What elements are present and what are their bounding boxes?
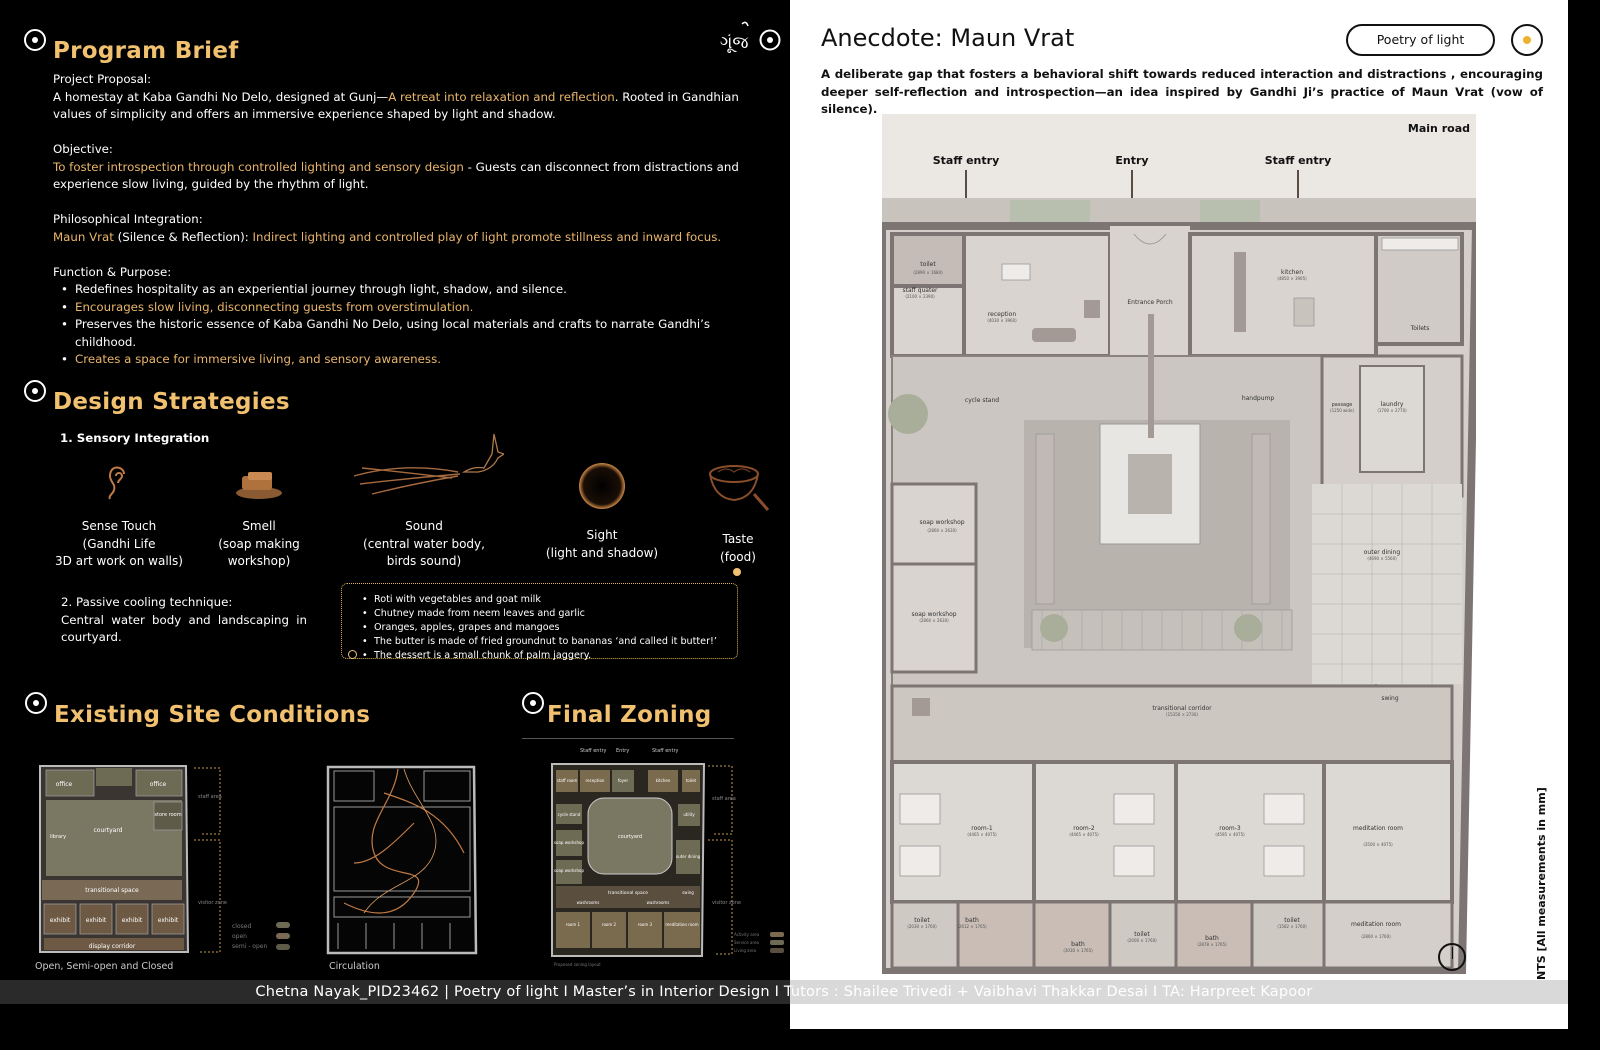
zone-label: meditation room (665, 922, 699, 927)
room-dim: (4690 × 5560) (1367, 556, 1397, 561)
philosophy-gold-1: Maun Vrat (53, 229, 114, 244)
plan-label: office (55, 781, 73, 788)
final-zoning-heading: Final Zoning (547, 702, 712, 728)
proposal-text-gold: A retreat into relaxation and reflection (388, 89, 615, 104)
soap-icon (234, 468, 284, 506)
plan-label: display corridor (88, 943, 136, 950)
plan-label: office (149, 781, 167, 788)
ear-icon (104, 460, 132, 506)
plan-label: store room (154, 812, 182, 818)
poetry-of-light-button[interactable]: Poetry of light (1346, 24, 1495, 56)
room-label: room-2 (1073, 825, 1095, 832)
taste-item: • Roti with vegetables and goat milk (360, 593, 717, 607)
sense-line: birds sound) (386, 554, 462, 568)
room-dim: (2860 × 2630) (919, 618, 949, 623)
function-bullet: • Preserves the historic essence of Kaba Gandhi No Delo, using local materials and crafts to narrate Gandhi’s childhood. (53, 316, 765, 351)
plan-legend (232, 922, 267, 952)
room-label: bath (1071, 941, 1085, 948)
caption-open-closed: Open, Semi-open and Closed (35, 961, 174, 972)
nts-note: NTS [All measurements in mm] (1535, 787, 1548, 980)
room-dim: (4465 × 4075) (967, 832, 997, 837)
room-label: room-3 (1219, 825, 1241, 832)
taste-item: • The dessert is a small chunk of palm jaggery. (360, 649, 717, 663)
section-marker-icon (24, 380, 46, 402)
zone-label: washrooms (646, 900, 670, 905)
proposal-label: Project Proposal: (53, 72, 152, 86)
objective-rest: - Guests can disconnect from distractions and experience slow living, guided by the rhythm of light. (53, 159, 739, 191)
sense-line: Sight (586, 528, 618, 542)
legend-item: semi - open (232, 943, 268, 950)
connector-dot (348, 650, 357, 659)
legend-item: Living area (734, 948, 757, 953)
room-dim: (2860 × 2630) (927, 528, 957, 533)
sense-smell (204, 518, 314, 571)
room-label: passage (1331, 402, 1353, 408)
function-bullet: • Encourages slow living, disconnecting guests from overstimulation. (53, 299, 765, 317)
zoning-caption: Proposed zoning layout (554, 962, 601, 967)
zone-label: courtyard (617, 834, 643, 840)
sense-sight (532, 527, 672, 562)
plan-label: courtyard (93, 827, 123, 834)
legend-item: Activity area (734, 932, 760, 937)
sense-line: (soap making (218, 536, 300, 551)
zone-label: room 2 (601, 922, 617, 927)
room-label: toilet (914, 917, 930, 924)
plan-label: exhibit (85, 917, 107, 924)
room-label: Entrance Porch (1127, 299, 1173, 306)
section-marker-icon (522, 692, 544, 714)
plan-label: transitional space (85, 887, 139, 894)
sense-touch (44, 518, 194, 571)
entry-label: Entry (1115, 154, 1149, 167)
room-dim: (3030 × 1765) (1063, 948, 1093, 953)
room-label: toilet (1284, 917, 1300, 924)
room-dim: (15350 × 2730) (1166, 712, 1198, 717)
room-label: soap workshop (919, 519, 965, 526)
side-label: visitor zone (712, 900, 741, 906)
function-label: Function & Purpose: (53, 264, 172, 279)
zone-label: toilet (685, 778, 697, 783)
zone-label: utility (683, 812, 695, 817)
zone-label: room 1 (565, 922, 581, 927)
existing-plan-circulation (324, 763, 484, 963)
passive-cooling (61, 594, 307, 647)
section-marker-icon (24, 29, 46, 51)
room-label: meditation room (1353, 825, 1403, 832)
sense-line: Sense Touch (81, 519, 157, 533)
zone-label: foyer (617, 778, 629, 783)
side-label: staff area (712, 796, 736, 802)
legend-swatch (276, 933, 290, 939)
room-dim: (2890 × 1684) (913, 270, 943, 275)
entry-label: Staff entry (932, 154, 1000, 167)
light-toggle-icon[interactable] (1511, 24, 1543, 56)
zone-label: room 3 (637, 922, 653, 927)
side-label: visitor zone (198, 900, 227, 906)
room-dim: (4595 × 4075) (1215, 832, 1245, 837)
entry-label: Staff entry (1264, 154, 1332, 167)
zone-label: staff room (556, 778, 578, 783)
sense-line: 3D art work on walls) (55, 554, 183, 568)
floor-plan (882, 114, 1476, 978)
philosophy-gold-2: Indirect lighting and controlled play of light promote stillness and inward focus. (252, 229, 722, 244)
sense-line: workshop) (227, 554, 291, 568)
room-label: toilet (920, 261, 936, 268)
legend-item: open (232, 933, 247, 940)
room-label: handpump (1241, 395, 1275, 402)
room-label: swing (1381, 695, 1399, 702)
room-label: transitional corridor (1152, 705, 1212, 712)
sun-orb-icon (578, 462, 626, 514)
proposal-text-2: . Rooted in Gandhian values of simplicity and offers an immersive experience shaped by light and shadow. (53, 89, 739, 121)
room-label: Toilets (1410, 325, 1430, 332)
plan-label: exhibit (157, 917, 179, 924)
sense-line: (central water body, (363, 536, 485, 551)
footer-credits: Chetna Nayak_PID23462 | Poetry of light I Master’s in Interior Design I Tutors : Shailee Trivedi + Vaibhavi Thakkar Desai I TA: Harpreet Kapoor (255, 984, 1313, 1000)
sense-sound (354, 518, 494, 571)
room-label: reception (987, 311, 1017, 318)
passive-cooling-text: Central water body and landscaping in courtyard. (61, 612, 307, 644)
room-dim: (4030 × 3960) (987, 318, 1017, 323)
proposal-text-1: A homestay at Kaba Gandhi No Delo, designed at Gunj— (53, 89, 389, 104)
taste-item: • The butter is made of fried groundnut to bananas ‘and called it butter!’ (360, 635, 717, 649)
zone-label: transitional space (607, 891, 649, 896)
objective-label: Objective: (53, 142, 113, 156)
sense-taste (708, 531, 768, 566)
food-bowl-icon (704, 458, 770, 518)
room-label: outer dining (1363, 549, 1401, 556)
function-list (53, 281, 765, 369)
philosophy-mid: (Silence & Reflection): (113, 229, 253, 244)
existing-site-heading: Existing Site Conditions (54, 702, 371, 728)
connector-dot (733, 568, 741, 576)
zone-top-label: Staff entry (652, 748, 679, 754)
final-zoning-plan (548, 744, 788, 972)
room-label: laundry (1380, 401, 1404, 408)
legend-swatch (276, 922, 290, 928)
room-dim: (4465 × 4075) (1069, 832, 1099, 837)
room-dim: (1250 wide) (1330, 408, 1354, 413)
zone-label: soap workshop (553, 868, 585, 873)
sense-line: Taste (722, 532, 754, 546)
room-label: staff quater (902, 287, 938, 294)
legend-item: closed (232, 923, 252, 930)
sense-line: (food) (720, 549, 756, 564)
room-label: kitchen (1280, 269, 1304, 276)
logo-text: ગૂંજ (720, 33, 749, 53)
zone-label: reception (585, 778, 605, 783)
side-label: staff area (198, 794, 222, 800)
main-road-label: Main road (1407, 122, 1470, 135)
room-dim: (2000 × 1760) (1127, 938, 1157, 943)
room-label: room-1 (971, 825, 993, 832)
function-bullet: • Creates a space for immersive living, and sensory awareness. (53, 351, 765, 369)
objective-gold: To foster introspection through controlled lighting and sensory design (53, 159, 464, 174)
zone-label: swing (682, 890, 694, 895)
zone-top-label: Entry (616, 748, 630, 754)
bird-icon (352, 432, 504, 508)
taste-list (360, 593, 717, 663)
plan-label: exhibit (49, 917, 71, 924)
legend-swatch (276, 944, 290, 950)
taste-item: • Oranges, apples, grapes and mangoes (360, 621, 717, 635)
right-panel (790, 0, 1568, 1029)
zone-label: kitchen (655, 778, 671, 783)
room-label: bath (1205, 935, 1219, 942)
zone-label: washrooms (576, 900, 600, 905)
room-dim: (1582 × 1760) (1277, 924, 1307, 929)
design-strategies-heading: Design Strategies (53, 389, 290, 415)
room-dim: (3500 × 4075) (1363, 842, 1393, 847)
room-label: toilet (1134, 931, 1150, 938)
room-dim: (2612 × 1765) (957, 924, 987, 929)
legend-item: Service area (734, 940, 759, 945)
philosophy-label: Philosophical Integration: (53, 212, 203, 226)
zone-label: outer dining (675, 854, 701, 859)
room-dim: (1700 × 2770) (1377, 408, 1407, 413)
passive-cooling-label: 2. Passive cooling technique: (61, 595, 233, 609)
left-panel (0, 0, 790, 1029)
room-dim: (2860 × 1760) (1361, 934, 1391, 939)
anecdote-description: A deliberate gap that fosters a behavioral shift towards reduced interaction and distractions , encouraging deeper self-reflection and introspection—an idea inspired by Gandhi Ji’s practice of Maun Vrat (vow of silence). (821, 67, 1543, 116)
existing-plan-open-closed (36, 756, 236, 960)
taste-item: • Chutney made from neem leaves and garlic (360, 607, 717, 621)
room-label: soap workshop (911, 611, 957, 618)
sense-line: (Gandhi Life (82, 536, 156, 551)
room-label: cycle stand (964, 397, 1000, 404)
sense-line: (light and shadow) (545, 545, 659, 560)
gunj-logo (718, 20, 782, 56)
room-label: meditation room (1351, 921, 1401, 928)
zone-label: soap workshop (553, 840, 585, 845)
plan-label: library (50, 834, 67, 840)
room-dim: (4850 × 3905) (1277, 276, 1307, 281)
function-bullet: • Redefines hospitality as an experiential journey through light, shadow, and silence. (53, 281, 765, 299)
room-dim: (2030 × 1760) (907, 924, 937, 929)
room-dim: (2100 × 2390) (905, 294, 935, 299)
room-label: bath (965, 917, 979, 924)
room-dim: (2878 × 1765) (1197, 942, 1227, 947)
sense-line: Sound (405, 519, 443, 533)
zone-top-label: Staff entry (580, 748, 607, 754)
program-brief-text (53, 71, 765, 369)
caption-circulation: Circulation (329, 961, 380, 972)
sensory-integration-label: 1. Sensory Integration (60, 431, 210, 445)
north-arrow-icon (1438, 943, 1466, 971)
section-marker-icon (25, 692, 47, 714)
zone-label: cycle stand (557, 812, 581, 817)
sense-line: Smell (242, 519, 276, 533)
anecdote-title: Anecdote: Maun Vrat (821, 24, 1075, 52)
plan-label: exhibit (121, 917, 143, 924)
program-brief-heading: Program Brief (53, 38, 239, 64)
divider (522, 738, 734, 739)
